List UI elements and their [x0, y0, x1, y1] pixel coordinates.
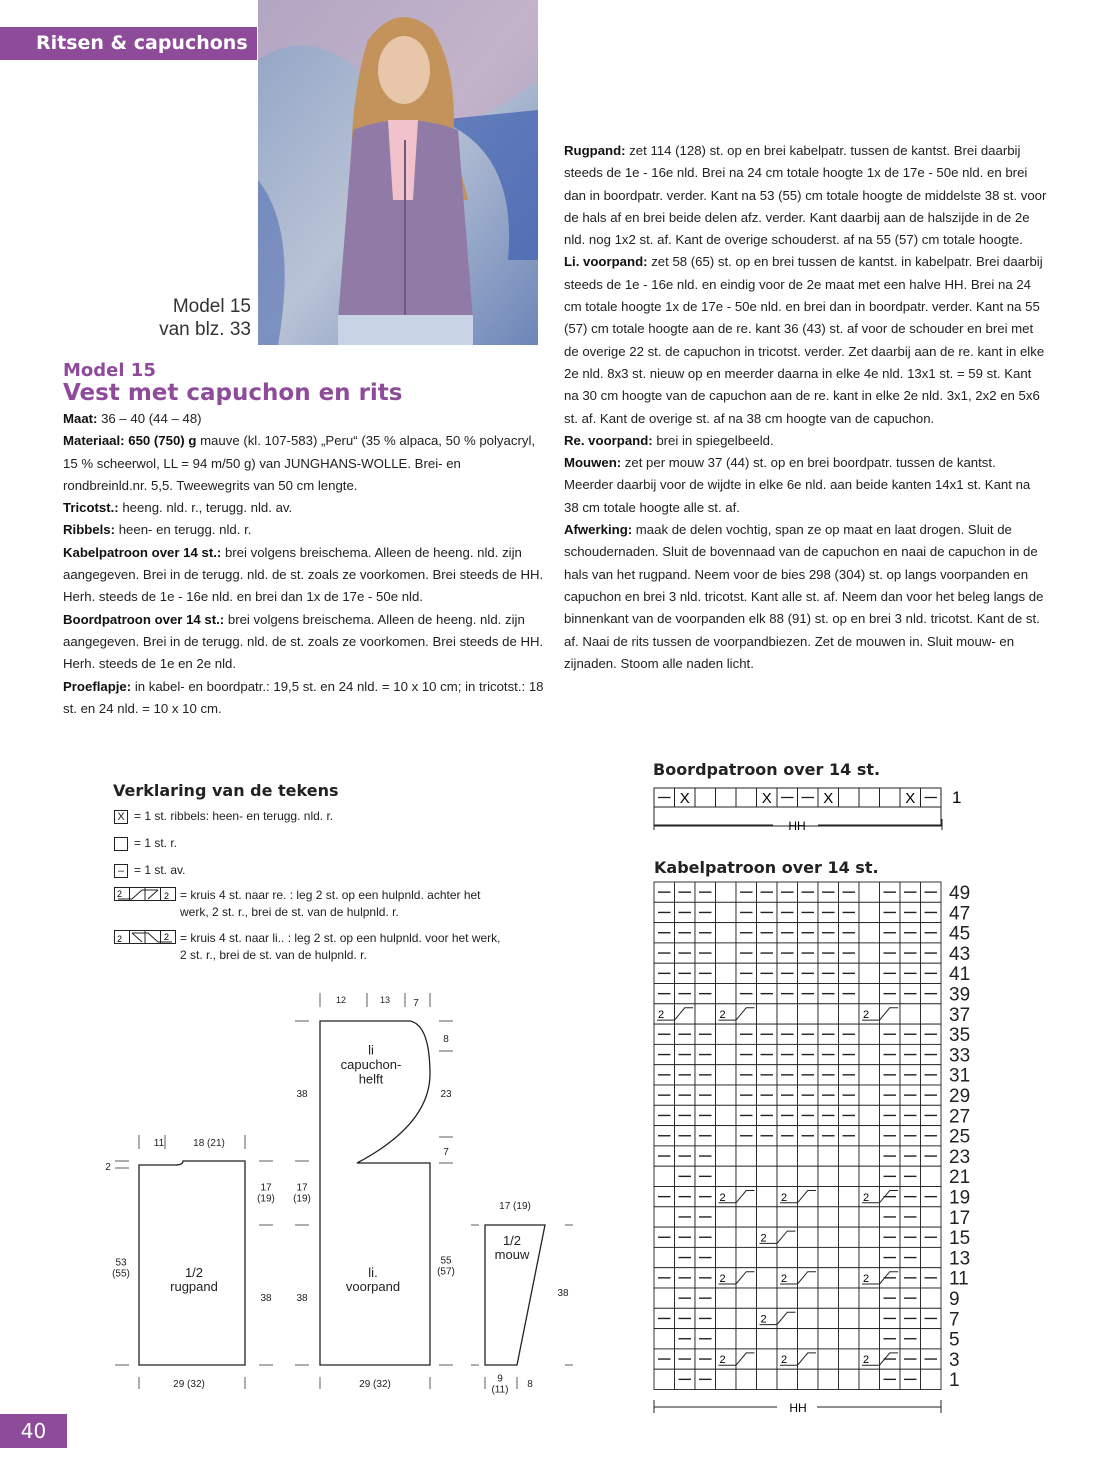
instructions-left-column — [63, 408, 545, 720]
legend-item-ribbels: X = 1 st. ribbels: heen- en terugg. nld. r. — [114, 808, 333, 825]
kabel-row-label: 3 — [949, 1349, 960, 1371]
photo-caption-model: Model 15 — [172, 296, 251, 317]
kabel-cell — [859, 963, 880, 983]
kabel-cell — [716, 1166, 737, 1186]
cable-count-label: 2 — [863, 1354, 870, 1367]
kabel-row-label: 15 — [949, 1228, 971, 1250]
label-mouw: 1/2 mouw — [494, 1232, 530, 1263]
cross-right-icon — [114, 887, 176, 901]
cross-left-icon — [114, 930, 176, 944]
kabel-cell — [798, 1247, 819, 1267]
dim-mouw-bottom-b: 8 — [527, 1379, 533, 1390]
boord-chart-title: Boordpatroon over 14 st. — [653, 760, 881, 779]
kabel-cell — [736, 1207, 757, 1227]
kabel-cell — [859, 1065, 880, 1085]
kabel-cell — [859, 882, 880, 902]
cable-count-label: 2 — [760, 1232, 767, 1245]
kabel-cell — [716, 1085, 737, 1105]
garment-schematic — [95, 985, 595, 1405]
kabel-row-label: 49 — [949, 883, 971, 904]
kabel-cell — [859, 1227, 880, 1247]
kabel-cell — [798, 1146, 819, 1166]
kabel-cell — [839, 1329, 860, 1349]
kabel-row-label: 37 — [949, 1004, 971, 1026]
kabel-cell — [839, 1288, 860, 1308]
legend-title: Verklaring van de tekens — [113, 781, 339, 800]
ribbel-mark: X — [761, 790, 772, 807]
kabel-cell — [818, 1268, 839, 1288]
kabel-cell — [859, 1166, 880, 1186]
kabel-row-label: 23 — [949, 1146, 971, 1168]
kabel-cell — [757, 1207, 778, 1227]
cable-count-label: 2 — [863, 1191, 870, 1204]
kabel-cell — [818, 1146, 839, 1166]
dim-rug-height: 53 (55) — [112, 1257, 130, 1280]
kabel-chart-title: Kabelpatroon over 14 st. — [654, 858, 879, 877]
kabel-cell — [736, 1349, 757, 1369]
kabel-cell — [839, 1268, 860, 1288]
svg-text:2: 2 — [164, 932, 170, 942]
dim-rug-side-upper: 17 (19) — [257, 1182, 275, 1205]
kabel-cell — [654, 1247, 675, 1267]
kabel-cell — [859, 943, 880, 963]
kabel-row-label: 33 — [949, 1045, 971, 1067]
kabel-cell — [818, 1349, 839, 1369]
kabel-cell — [736, 1268, 757, 1288]
dash-symbol-icon: – — [114, 864, 128, 878]
kabel-cell — [777, 1308, 798, 1328]
paragraph: Afwerking: maak de delen vochtig, span ze op maat en laat drogen. Sluit de schoudernaden. Sluit de bovennaad van de capuchon en naai de capuchon in de hals van het rugpand. Neem voor de bies 298 (304) st. op langs voorpanden en capuchon en brei 3 nld. tricotst. Kant alle st. af. Neem dan voor het beleg langs de binnenkant van de voorpanden elk 88 (91) st. op en brei 3 nld. tricotst. Kant de st. af. Naai de rits tussen de voorpandbiezen. Zet de mouwen in. Sluit mouw- en zijnaden. Stoom alle naden licht. — [564, 522, 1044, 671]
legend-item-cross-right: 2 2 = kruis 4 st. naar re. : leg 2 st. op een hulpnld. achter het werk, 2 st. r., brei de st. van de hulpnld. r. — [114, 887, 534, 921]
kabel-row-label: 47 — [949, 903, 971, 925]
dim-cap-top-a: 12 — [335, 995, 347, 1005]
kabel-cell — [818, 1004, 839, 1024]
paragraph: Materiaal: 650 (750) g mauve (kl. 107-583) „Peru“ (35 % alpaca, 50 % polyacryl, 15 % scheerwol, LL = 94 m/50 g) van JUNGHANS-WOLLE. Brei- en rondbreinld.nr. 5,5. Tweewegrits van 50 cm lengte. — [63, 433, 536, 493]
kabel-cell — [736, 1329, 757, 1349]
kabel-row-label: 41 — [949, 964, 971, 986]
section-banner: Ritsen & capuchons — [0, 27, 257, 60]
x-symbol-icon: X — [114, 810, 128, 824]
kabel-cell — [839, 1247, 860, 1267]
cable-count-label: 2 — [781, 1191, 788, 1204]
empty-square-icon — [114, 837, 128, 851]
boord-cell — [695, 788, 716, 807]
kabel-cell — [757, 1004, 778, 1024]
kabel-cell — [859, 1369, 880, 1389]
paragraph: Tricotst.: heeng. nld. r., terugg. nld. av. — [63, 500, 293, 516]
kabel-cell — [716, 1105, 737, 1125]
kabel-cell — [839, 1227, 860, 1247]
kabel-cell — [777, 1004, 798, 1024]
dim-cap-right-top: 8 — [443, 1034, 449, 1045]
kabel-row-label: 39 — [949, 984, 971, 1006]
kabel-cell — [859, 1207, 880, 1227]
kabel-cell — [859, 1308, 880, 1328]
kabel-cell — [859, 1024, 880, 1044]
cable-count-label: 2 — [760, 1313, 767, 1326]
kabel-chart — [652, 880, 982, 1420]
kabel-cell — [757, 1166, 778, 1186]
kabel-cell — [716, 1308, 737, 1328]
back-piece-outline — [139, 1161, 245, 1365]
kabel-row-label: 29 — [949, 1086, 971, 1107]
kabel-cell — [716, 1288, 737, 1308]
boord-row-label: 1 — [952, 788, 962, 807]
kabel-row-label: 19 — [949, 1187, 971, 1209]
cable-count-label: 2 — [719, 1354, 726, 1367]
kabel-cell — [757, 1187, 778, 1207]
boord-chart — [652, 786, 972, 836]
kabel-row-label: 43 — [949, 943, 971, 965]
kabel-cell — [654, 1369, 675, 1389]
boord-cell — [716, 788, 737, 807]
kabel-cell — [921, 1288, 942, 1308]
kabel-cell — [716, 1126, 737, 1146]
kabel-cell — [777, 1288, 798, 1308]
kabel-cell — [654, 1207, 675, 1227]
dim-rug-bottom: 29 (32) — [173, 1379, 205, 1390]
boord-cell — [736, 788, 757, 807]
kabel-cell — [798, 1349, 819, 1369]
kabel-cell — [859, 923, 880, 943]
kabel-row-label: 25 — [949, 1126, 971, 1148]
kabel-cell — [654, 1166, 675, 1186]
kabel-cell — [818, 1166, 839, 1186]
svg-text:2: 2 — [117, 934, 123, 944]
kabel-cell — [695, 1004, 716, 1024]
kabel-row-label: 13 — [949, 1248, 971, 1270]
dim-voor-left-lower: 38 — [296, 1293, 308, 1304]
kabel-cell — [757, 1247, 778, 1267]
kabel-cell — [757, 1288, 778, 1308]
dim-voor-left-upper: 17 (19) — [293, 1182, 311, 1205]
kabel-cell — [798, 1268, 819, 1288]
kabel-cell — [798, 1187, 819, 1207]
kabel-cell — [798, 1288, 819, 1308]
kabel-cell — [900, 1004, 921, 1024]
kabel-cell — [777, 1369, 798, 1389]
kabel-row-label: 1 — [949, 1370, 960, 1392]
kabel-cell — [736, 1227, 757, 1247]
cable-count-label: 2 — [719, 1273, 726, 1285]
kabel-cell — [818, 1207, 839, 1227]
kabel-cell — [859, 1126, 880, 1146]
kabel-cell — [818, 1308, 839, 1328]
kabel-cell — [675, 1004, 696, 1024]
kabel-row-label: 5 — [949, 1329, 960, 1351]
kabel-cell — [716, 1024, 737, 1044]
kabel-cell — [716, 1146, 737, 1166]
paragraph: Maat: 36 – 40 (44 – 48) — [63, 411, 202, 426]
page-number: 40 — [0, 1414, 67, 1448]
paragraph: Mouwen: zet per mouw 37 (44) st. op en brei boordpatr. tussen de kantst. Meerder daarbij voor de wijdte in elke 6e nld. aan beide kanten 14x1 st. Kant na 38 cm totale hoogte alle st. af. — [564, 455, 1031, 515]
kabel-cell — [777, 1207, 798, 1227]
label-capuchon: li capuchon-helft — [340, 1042, 402, 1087]
kabel-cell — [798, 1207, 819, 1227]
kabel-cell — [818, 1369, 839, 1389]
dim-rug-side-lower: 38 — [260, 1293, 272, 1304]
dim-rug-top-right: 18 (21) — [193, 1138, 225, 1149]
model-photo — [258, 0, 538, 345]
kabel-cell — [716, 984, 737, 1004]
kabel-cell — [798, 1308, 819, 1328]
dim-cap-right-mid: 23 — [440, 1089, 452, 1100]
kabel-cell — [798, 1227, 819, 1247]
kabel-cell — [757, 1349, 778, 1369]
kabel-cell — [859, 1247, 880, 1267]
kabel-cell — [880, 1004, 901, 1024]
kabel-row-label: 27 — [949, 1106, 971, 1128]
kabel-cell — [716, 1247, 737, 1267]
kabel-cell — [716, 1329, 737, 1349]
svg-text:2: 2 — [117, 889, 123, 899]
kabel-cell — [777, 1166, 798, 1186]
cable-count-label: 2 — [863, 1009, 870, 1022]
kabel-cell — [716, 882, 737, 902]
kabel-cell — [859, 1044, 880, 1064]
kabel-hh-label: HH — [789, 1401, 807, 1415]
kabel-row-label: 17 — [949, 1207, 971, 1229]
cable-count-label: 2 — [719, 1191, 726, 1204]
kabel-cell — [859, 1329, 880, 1349]
kabel-cell — [777, 1146, 798, 1166]
kabel-cell — [777, 1247, 798, 1267]
paragraph: Rugpand: zet 114 (128) st. op en brei kabelpatr. tussen de kantst. Brei daarbij steeds de 1e - 16e nld. Brei na 24 cm totale hoogte 1x de 17e - 50e nld. en brei dan in boordpatr. verder. Kant na 53 (55) cm totale hoogte de middelste 38 st. voor de hals af en brei beide delen afz. verder. Kant daarbij aan de halszijde in de 2e nld. nog 1x2 st. af. Kant de overige schouderst. af na 55 (57) cm totale hoogte. — [564, 143, 1047, 248]
boord-cell — [859, 788, 880, 807]
kabel-row-label: 9 — [949, 1289, 960, 1310]
kabel-cell — [716, 963, 737, 983]
kabel-cell — [757, 1268, 778, 1288]
kabel-row-label: 21 — [949, 1167, 971, 1189]
kabel-cell — [839, 1349, 860, 1369]
dim-cap-left: 38 — [296, 1089, 308, 1100]
kabel-cell — [716, 1207, 737, 1227]
kabel-cell — [839, 1166, 860, 1186]
kabel-cell — [716, 923, 737, 943]
photo-caption-page: van blz. 33 — [159, 319, 251, 340]
paragraph: Re. voorpand: brei in spiegelbeeld. — [564, 432, 774, 448]
kabel-cell — [818, 1227, 839, 1247]
legend-item-averecht: – = 1 st. av. — [114, 862, 185, 879]
kabel-cell — [859, 1085, 880, 1105]
model-number: Model 15 — [63, 360, 156, 381]
kabel-cell — [798, 1004, 819, 1024]
kabel-cell — [777, 1329, 798, 1349]
dim-mouw-bottom-a: 9 (11) — [491, 1373, 509, 1396]
kabel-cell — [757, 1146, 778, 1166]
kabel-row-label: 45 — [949, 923, 971, 945]
kabel-cell — [654, 1329, 675, 1349]
kabel-cell — [757, 1329, 778, 1349]
kabel-cell — [921, 1369, 942, 1389]
paragraph: Boordpatroon over 14 st.: brei volgens breischema. Alleen de heeng. nld. zijn aangegeven. Brei in de terugg. nld. de st. zoals ze voorkomen. Brei steeds de HH. Herh. steeds de 1e en 2e nld. — [63, 611, 544, 672]
kabel-cell — [798, 1166, 819, 1186]
kabel-cell — [818, 1187, 839, 1207]
kabel-cell — [859, 902, 880, 922]
boord-cell — [880, 788, 901, 807]
svg-text:2: 2 — [164, 891, 170, 901]
kabel-cell — [798, 1329, 819, 1349]
kabel-cell — [736, 1369, 757, 1389]
kabel-cell — [839, 1308, 860, 1328]
cable-count-label: 2 — [863, 1273, 870, 1285]
kabel-cell — [736, 1247, 757, 1267]
kabel-cell — [818, 1288, 839, 1308]
ribbel-mark: X — [823, 790, 834, 807]
kabel-cell — [716, 1369, 737, 1389]
paragraph: Proeflapje: in kabel- en boordpatr.: 19,5 st. en 24 nld. = 10 x 10 cm; in tricotst.: 18 st. en 24 nld. = 10 x 10 cm. — [63, 678, 544, 716]
dim-rug-neck: 2 — [105, 1162, 111, 1173]
kabel-cell — [736, 1288, 757, 1308]
kabel-cell — [757, 1369, 778, 1389]
dim-rug-top-left: 11 — [153, 1138, 165, 1149]
boord-cell — [839, 788, 860, 807]
kabel-cell — [859, 1146, 880, 1166]
paragraph: Kabelpatroon over 14 st.: brei volgens breischema. Alleen de heeng. nld. zijn aangegeven. Brei in de terugg. nld. de st. zoals ze voorkomen. Brei steeds de HH. Herh. steeds de 1e - 16e nld. en brei dan 1x de 17e - 50e nld. — [63, 544, 544, 605]
kabel-cell — [736, 1166, 757, 1186]
model-title: Vest met capuchon en rits — [63, 380, 403, 406]
dim-cap-top-c: 7 — [413, 998, 419, 1009]
ribbel-mark: X — [905, 790, 916, 807]
paragraph: Ribbels: heen- en terugg. nld. r. — [63, 522, 252, 538]
kabel-cell — [716, 943, 737, 963]
kabel-cell — [798, 1369, 819, 1389]
legend-item-cross-left: 2 2 = kruis 4 st. naar li.. : leg 2 st. op een hulpnld. voor het werk, 2 st. r., brei de st. van de hulpnld. r. — [114, 930, 534, 964]
kabel-cell — [839, 1207, 860, 1227]
legend-item-recht: = 1 st. r. — [114, 835, 177, 852]
kabel-cell — [921, 1004, 942, 1024]
paragraph: Li. voorpand: zet 58 (65) st. op en brei tussen de kantst. in kabelpatr. Brei daarbij steeds de 1e - 16e nld. en eindig voor de 2e maat met een halve HH. Brei na 24 cm totale hoogte 1x de 17e - 50e nld. en brei dan in boordpatr. verder. Kant na 55 (57) cm totale hoogte aan de re. kant 36 (43) st. af voor de schouder en brei met de overige 22 st. de capuchon in tricotst. verder. Zet daarbij aan de re. kant in elke 2e nld. 8x3 st. nieuw op en meerder daarna in elke 4e nld. 13x1 st. = 59 st. Kant na 30 cm hoogte van de capuchon aan de re. kant in elke 2e nld. 3x1, 2x2 en 5x6 st. af. Kant de overige st. af na 38 cm hoogte van de capuchon. — [564, 254, 1045, 426]
kabel-cell — [859, 1288, 880, 1308]
instructions-right-column — [564, 140, 1048, 675]
kabel-cell — [736, 1146, 757, 1166]
cable-count-label: 2 — [781, 1354, 788, 1367]
kabel-cell — [736, 1308, 757, 1328]
kabel-cell — [818, 1329, 839, 1349]
kabel-cell — [839, 1004, 860, 1024]
kabel-row-label: 11 — [949, 1268, 969, 1290]
kabel-cell — [921, 1166, 942, 1186]
cable-count-label: 2 — [719, 1009, 726, 1022]
kabel-cell — [859, 1105, 880, 1125]
kabel-cell — [921, 1247, 942, 1267]
dim-mouw-right: 38 — [557, 1288, 569, 1299]
dim-cap-top-b: 13 — [379, 995, 391, 1005]
kabel-cell — [921, 1207, 942, 1227]
dim-cap-right-bot: 7 — [443, 1147, 449, 1158]
kabel-row-label: 31 — [949, 1065, 971, 1087]
kabel-cell — [839, 1369, 860, 1389]
cable-count-label: 2 — [658, 1009, 665, 1022]
dim-mouw-top: 17 (19) — [499, 1201, 531, 1212]
kabel-cell — [859, 984, 880, 1004]
kabel-cell — [716, 1065, 737, 1085]
ribbel-mark: X — [679, 790, 690, 807]
kabel-cell — [921, 1329, 942, 1349]
label-voorpand: li. voorpand — [345, 1264, 401, 1295]
cable-count-label: 2 — [781, 1273, 788, 1285]
kabel-row-label: 35 — [949, 1025, 971, 1047]
boord-hh-label: HH — [788, 819, 806, 833]
kabel-cell — [716, 902, 737, 922]
kabel-cell — [736, 1004, 757, 1024]
dim-voor-right: 55 (57) — [437, 1255, 455, 1278]
kabel-cell — [839, 1146, 860, 1166]
kabel-cell — [777, 1227, 798, 1247]
kabel-cell — [839, 1187, 860, 1207]
kabel-cell — [654, 1288, 675, 1308]
kabel-cell — [716, 1227, 737, 1247]
kabel-cell — [818, 1247, 839, 1267]
label-rugpand: 1/2 rugpand — [170, 1264, 218, 1295]
kabel-cell — [736, 1187, 757, 1207]
kabel-row-label: 7 — [949, 1309, 960, 1331]
kabel-cell — [716, 1044, 737, 1064]
dim-voor-bottom: 29 (32) — [359, 1379, 391, 1390]
